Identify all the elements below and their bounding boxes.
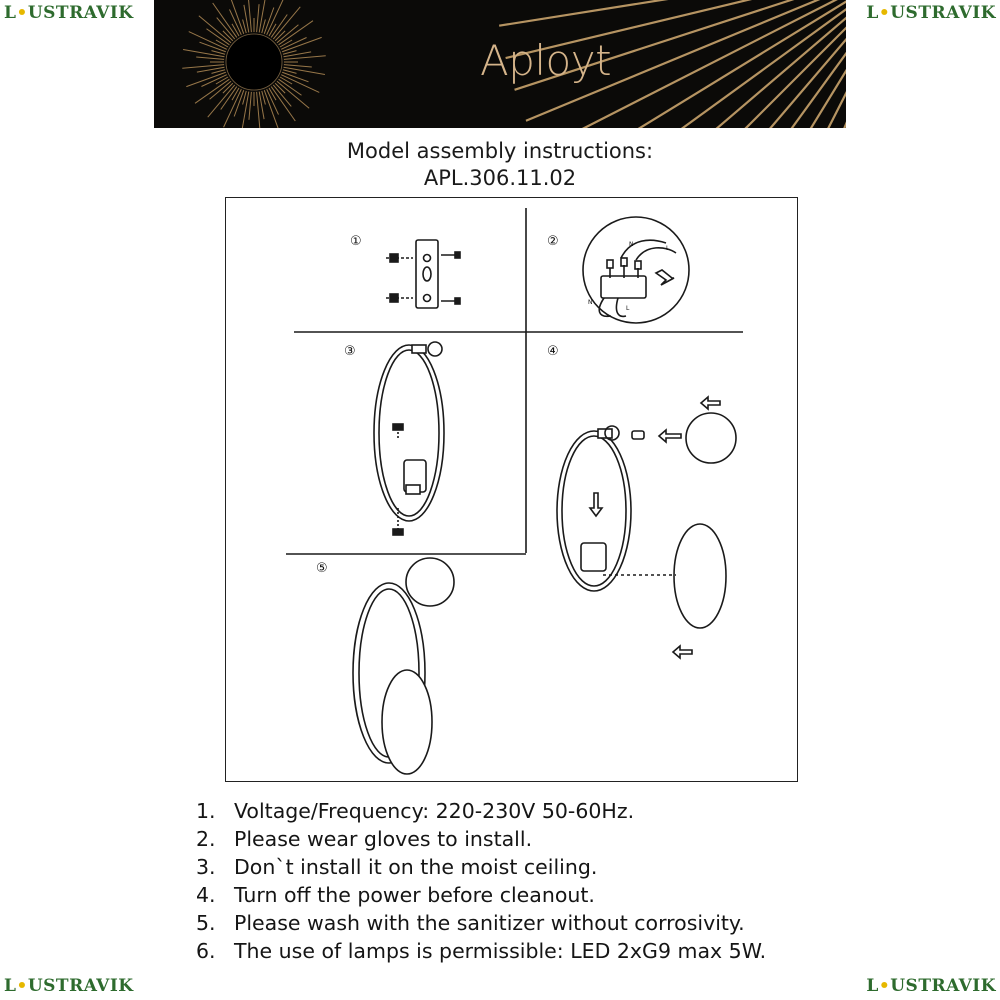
mounting-bracket-step-1	[386, 240, 460, 308]
sunburst-ray	[280, 40, 292, 47]
assembled-lamp-step-5	[353, 558, 454, 774]
arrow-icon	[590, 493, 602, 516]
sunburst-ray	[216, 77, 228, 84]
sunburst-ray	[241, 92, 248, 128]
list-item: 4. Turn off the power before cleanout.	[196, 883, 595, 907]
arrow-icon	[656, 270, 674, 285]
assembly-diagram	[225, 197, 798, 782]
list-item: 3. Don`t install it on the moist ceiling.	[196, 855, 598, 879]
wire-label: N	[629, 241, 634, 248]
list-item: 6. The use of lamps is permissible: LED 2xG9 max 5W.	[196, 939, 767, 963]
sunburst-ray	[223, 83, 233, 93]
arrow-icon	[701, 397, 720, 409]
sunburst-ray	[284, 67, 325, 74]
sunburst-ray	[269, 88, 276, 100]
sunburst-ray	[275, 31, 285, 41]
sunburst-ray	[229, 0, 243, 34]
wire-label: L	[666, 245, 670, 252]
list-item: 1. Voltage/Frequency: 220-230V 50-60Hz.	[196, 799, 635, 823]
sunburst-ray	[183, 49, 224, 56]
sunburst-ray	[269, 24, 276, 36]
sunburst-ray	[182, 65, 224, 69]
sunburst-ray	[232, 88, 239, 100]
safety-notes-list	[196, 797, 766, 965]
title-line-1: Model assembly instructions:	[346, 139, 654, 163]
ring-lamp-step-4	[557, 397, 736, 658]
lustravik-watermark-bottom-right: L•USTRAVIK	[866, 976, 996, 996]
sunburst-ray	[257, 4, 259, 32]
list-item: 5. Please wash with the sanitizer without corrosivity.	[196, 911, 745, 935]
step-number-5: ⑤	[316, 561, 328, 576]
brand-logo: Aployt	[480, 36, 612, 85]
wire-label: N	[588, 299, 593, 306]
arrow-icon	[659, 430, 681, 442]
sunburst-ray	[196, 57, 224, 59]
step-number-4: ④	[547, 344, 559, 359]
sunburst-ray	[232, 24, 239, 36]
step-number-1: ①	[350, 234, 362, 249]
globe-shade	[686, 413, 736, 463]
assembly-diagram-drawing	[226, 198, 799, 783]
lustravik-watermark-bottom-left: L•USTRAVIK	[4, 976, 134, 996]
lustravik-watermark-top-left: L•USTRAVIK	[4, 3, 134, 23]
lustravik-watermark-top-right: L•USTRAVIK	[866, 3, 996, 23]
sunburst-ray	[723, 0, 846, 128]
brand-banner	[154, 0, 846, 128]
arrow-icon	[673, 646, 692, 658]
sunburst-ray	[284, 65, 312, 67]
model-number: APL.306.11.02	[423, 166, 577, 190]
sunburst-ray	[223, 31, 233, 41]
list-item: 2. Please wear gloves to install.	[196, 827, 533, 851]
ring-lamp-step-3	[374, 342, 444, 535]
wire-label: L	[626, 305, 630, 312]
sunburst-ray	[595, 0, 846, 128]
step-number-2: ②	[547, 234, 559, 249]
sunburst-ray	[275, 83, 285, 93]
sunburst-ray	[249, 92, 251, 120]
sunburst-ray	[284, 56, 326, 60]
step-number-3: ③	[344, 344, 356, 359]
sunburst-ray	[280, 77, 292, 84]
sunburst-ray	[216, 40, 228, 47]
wiring-terminal-step-2	[583, 217, 689, 323]
page-title	[0, 138, 1000, 192]
disc-shade	[674, 524, 726, 628]
